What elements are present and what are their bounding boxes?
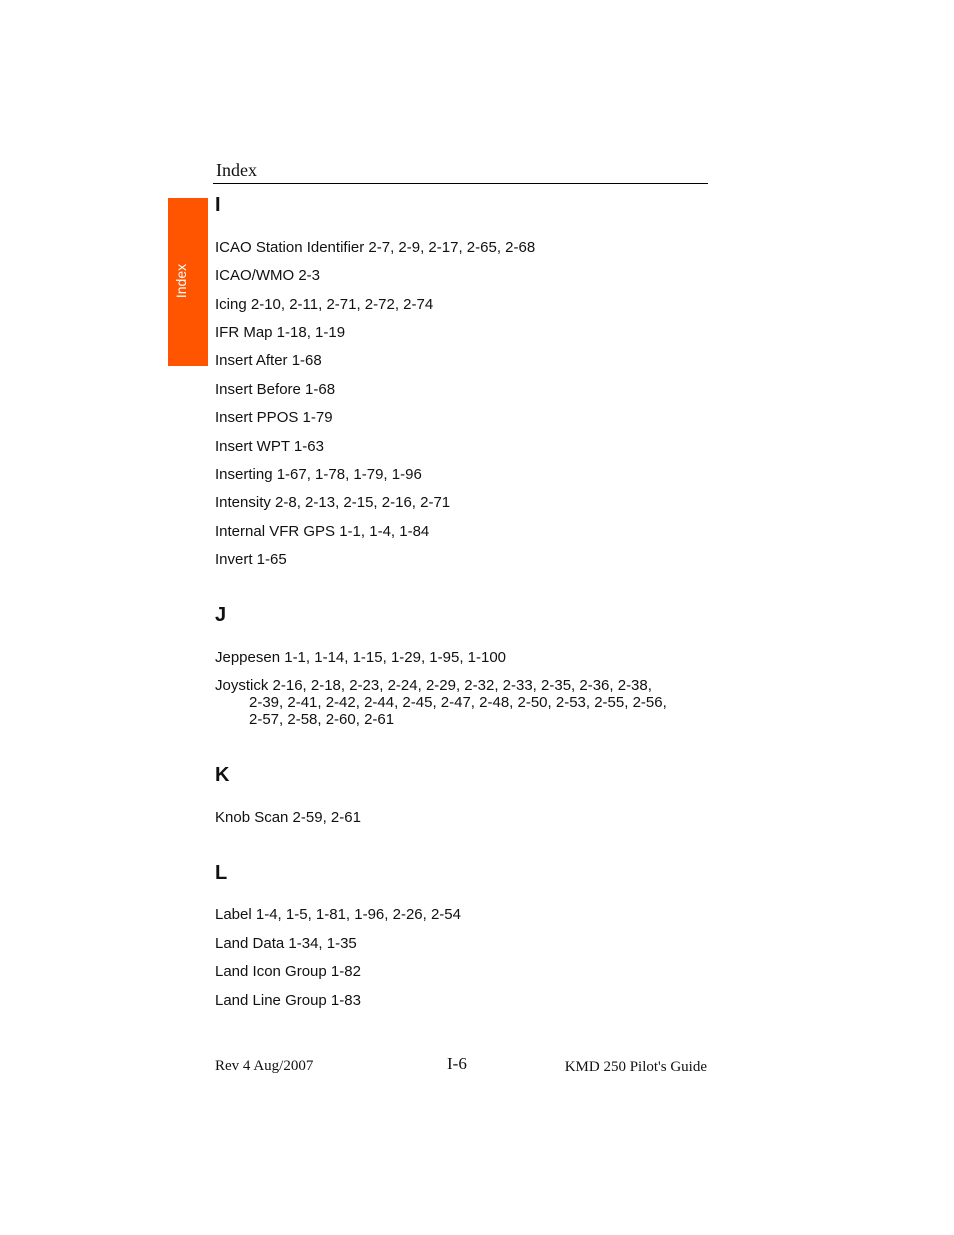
section-letter-j: J [215,604,227,626]
section-letter-k: K [215,764,230,786]
section-letter-i: I [215,194,221,216]
index-entry: ICAO/WMO 2-3 [215,267,321,284]
index-entry: Invert 1-65 [215,551,287,568]
index-entry: Jeppesen 1-1, 1-14, 1-15, 1-29, 1-95, 1-100 [215,649,507,666]
index-entry: Land Data 1-34, 1-35 [215,935,357,952]
index-entry: Knob Scan 2-59, 2-61 [215,809,361,826]
index-entry: Intensity 2-8, 2-13, 2-15, 2-16, 2-71 [215,494,451,511]
footer-page-number: I-6 [447,1054,467,1073]
index-entry: Insert After 1-68 [215,352,322,369]
index-entry: Land Icon Group 1-82 [215,963,361,980]
section-letter-l: L [215,862,228,884]
index-entry: Insert Before 1-68 [215,381,336,398]
index-entry-continuation: 2-39, 2-41, 2-42, 2-44, 2-45, 2-47, 2-48, 2-50, 2-53, 2-55, 2-56, [249,694,667,711]
index-entry: IFR Map 1-18, 1-19 [215,324,346,341]
index-entry: Internal VFR GPS 1-1, 1-4, 1-84 [215,523,430,540]
index-entry: Land Line Group 1-83 [215,992,361,1009]
index-entry: Joystick 2-16, 2-18, 2-23, 2-24, 2-29, 2-32, 2-33, 2-35, 2-36, 2-38, [215,677,652,694]
index-entry-continuation: 2-57, 2-58, 2-60, 2-61 [249,711,395,728]
index-entry: Label 1-4, 1-5, 1-81, 1-96, 2-26, 2-54 [215,906,461,923]
page-header-title: Index [216,160,257,180]
footer-revision: Rev 4 Aug/2007 [215,1058,314,1074]
index-entry: Inserting 1-67, 1-78, 1-79, 1-96 [215,466,422,483]
index-side-tab-label: Index [173,263,189,299]
index-entry: Icing 2-10, 2-11, 2-71, 2-72, 2-74 [215,296,434,313]
footer-guide-title: KMD 250 Pilot's Guide [564,1059,707,1075]
header-rule [213,183,708,184]
index-entry: Insert WPT 1-63 [215,438,324,455]
index-entry: Insert PPOS 1-79 [215,409,333,426]
index-entry: ICAO Station Identifier 2-7, 2-9, 2-17, 2-65, 2-68 [215,239,536,256]
